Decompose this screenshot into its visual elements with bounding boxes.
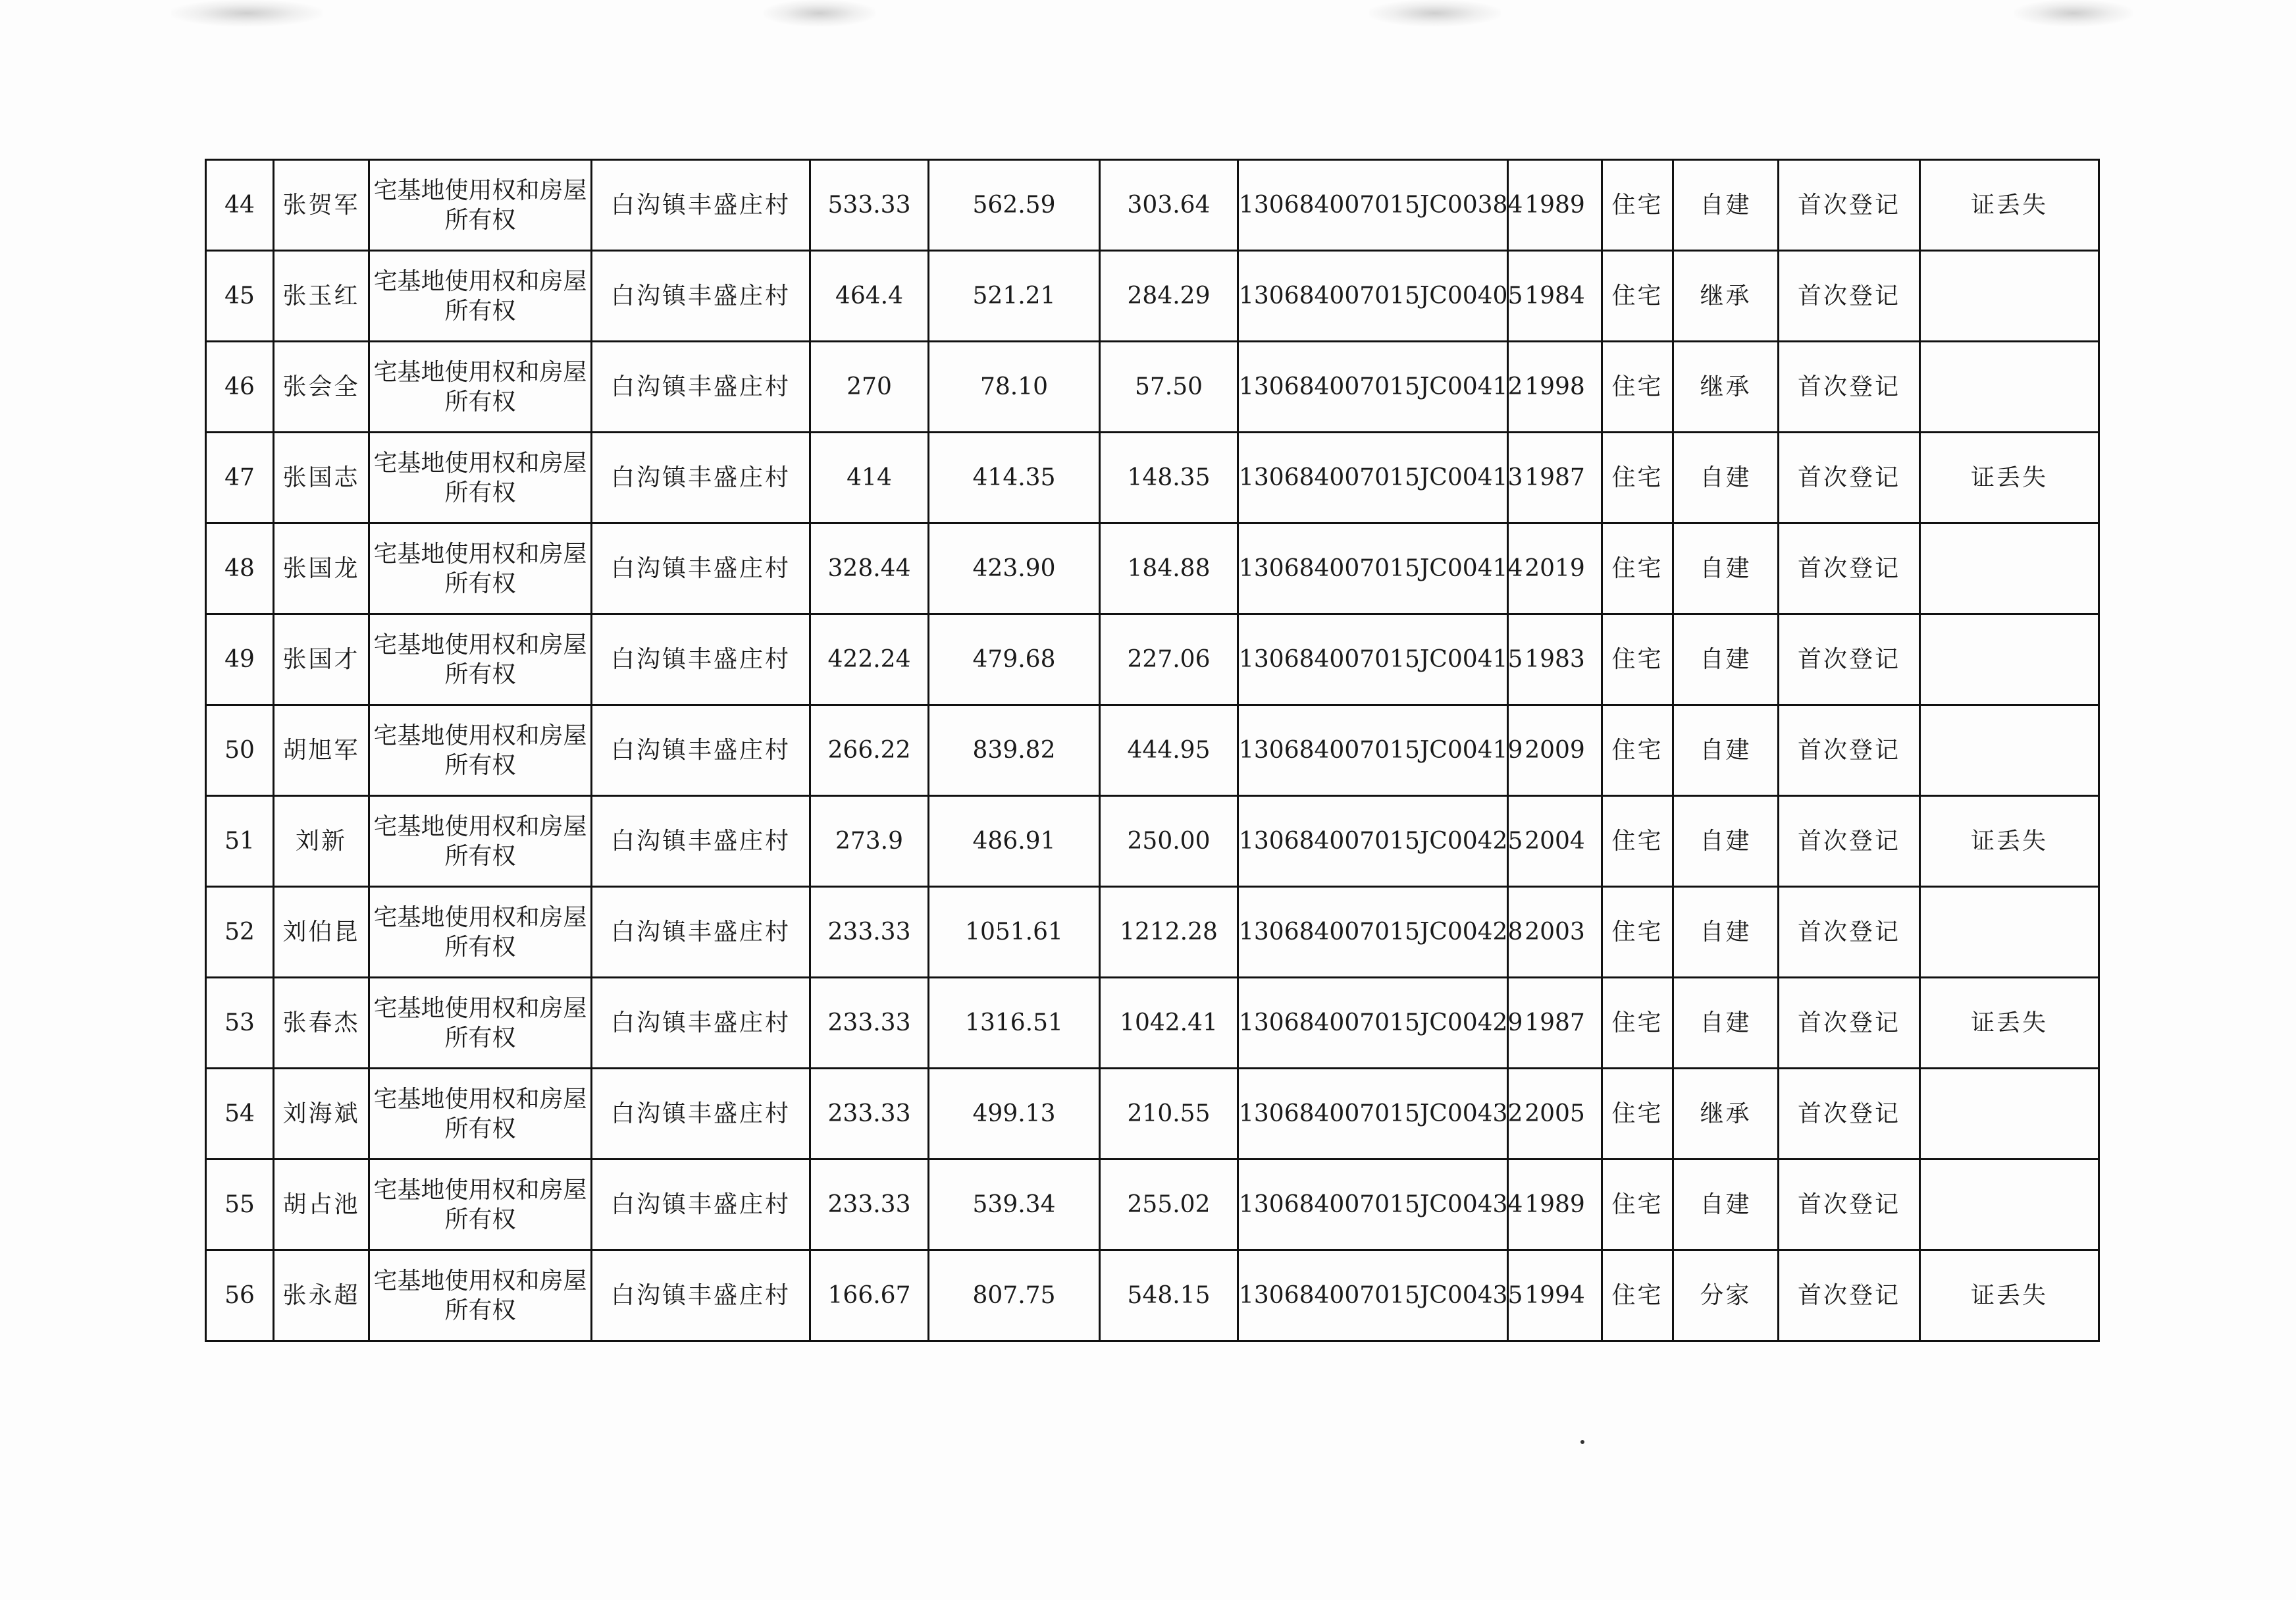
build-year-cell: 1989 [1508,160,1602,251]
row-number-cell: 52 [206,887,274,978]
acquisition-source-cell: 自建 [1673,523,1779,614]
parcel-code-cell: 130684007015JC00434 [1238,1160,1508,1250]
land-use-cell: 住宅 [1602,251,1673,342]
land-area-cell: 233.33 [810,1160,929,1250]
row-number-cell: 55 [206,1160,274,1250]
remark-cell: 证丢失 [1920,433,2099,523]
land-area-cell: 414 [810,433,929,523]
owner-name-cell: 张国志 [274,433,369,523]
build-year-cell: 1987 [1508,978,1602,1069]
build-year-cell: 1989 [1508,1160,1602,1250]
owner-name-cell: 张春杰 [274,978,369,1069]
acquisition-source-cell: 自建 [1673,1160,1779,1250]
building-area-cell: 423.90 [929,523,1100,614]
location-cell: 白沟镇丰盛庄村 [592,160,810,251]
owner-name-cell: 张国龙 [274,523,369,614]
registration-type-cell: 首次登记 [1779,1160,1920,1250]
parcel-code-cell: 130684007015JC00414 [1238,523,1508,614]
parcel-code-cell: 130684007015JC00415 [1238,614,1508,705]
parcel-code-cell: 130684007015JC00435 [1238,1250,1508,1341]
parcel-code-cell: 130684007015JC00432 [1238,1069,1508,1160]
base-area-cell: 250.00 [1100,796,1238,887]
table-body [206,160,2099,1341]
registration-type-cell: 首次登记 [1779,887,1920,978]
parcel-code-cell: 130684007015JC00429 [1238,978,1508,1069]
building-area-cell: 78.10 [929,342,1100,433]
land-use-cell: 住宅 [1602,796,1673,887]
land-use-cell: 住宅 [1602,978,1673,1069]
table-row [206,160,2099,251]
land-use-cell: 住宅 [1602,887,1673,978]
right-type-cell: 宅基地使用权和房屋所有权 [369,1250,592,1341]
build-year-cell: 1994 [1508,1250,1602,1341]
right-type-cell: 宅基地使用权和房屋所有权 [369,614,592,705]
remark-cell: 证丢失 [1920,1250,2099,1341]
owner-name-cell: 张国才 [274,614,369,705]
remark-cell [1920,523,2099,614]
right-type-cell: 宅基地使用权和房屋所有权 [369,705,592,796]
land-use-cell: 住宅 [1602,1160,1673,1250]
land-area-cell: 266.22 [810,705,929,796]
base-area-cell: 303.64 [1100,160,1238,251]
land-area-cell: 270 [810,342,929,433]
building-area-cell: 414.35 [929,433,1100,523]
building-area-cell: 479.68 [929,614,1100,705]
parcel-code-cell: 130684007015JC00405 [1238,251,1508,342]
building-area-cell: 1316.51 [929,978,1100,1069]
right-type-cell: 宅基地使用权和房屋所有权 [369,796,592,887]
table-row [206,1069,2099,1160]
land-use-cell: 住宅 [1602,1250,1673,1341]
building-area-cell: 486.91 [929,796,1100,887]
row-number-cell: 54 [206,1069,274,1160]
remark-cell [1920,1160,2099,1250]
location-cell: 白沟镇丰盛庄村 [592,523,810,614]
land-use-cell: 住宅 [1602,433,1673,523]
right-type-cell: 宅基地使用权和房屋所有权 [369,342,592,433]
table-row [206,887,2099,978]
remark-cell [1920,614,2099,705]
land-use-cell: 住宅 [1602,614,1673,705]
acquisition-source-cell: 继承 [1673,251,1779,342]
row-number-cell: 47 [206,433,274,523]
row-number-cell: 53 [206,978,274,1069]
build-year-cell: 1998 [1508,342,1602,433]
land-area-cell: 233.33 [810,978,929,1069]
right-type-cell: 宅基地使用权和房屋所有权 [369,1160,592,1250]
owner-name-cell: 胡占池 [274,1160,369,1250]
land-area-cell: 233.33 [810,887,929,978]
base-area-cell: 548.15 [1100,1250,1238,1341]
build-year-cell: 2004 [1508,796,1602,887]
acquisition-source-cell: 自建 [1673,705,1779,796]
row-number-cell: 46 [206,342,274,433]
registration-type-cell: 首次登记 [1779,523,1920,614]
right-type-cell: 宅基地使用权和房屋所有权 [369,160,592,251]
building-area-cell: 539.34 [929,1160,1100,1250]
land-area-cell: 273.9 [810,796,929,887]
base-area-cell: 1042.41 [1100,978,1238,1069]
remark-cell [1920,342,2099,433]
right-type-cell: 宅基地使用权和房屋所有权 [369,433,592,523]
parcel-code-cell: 130684007015JC00428 [1238,887,1508,978]
right-type-cell: 宅基地使用权和房屋所有权 [369,1069,592,1160]
owner-name-cell: 刘伯昆 [274,887,369,978]
location-cell: 白沟镇丰盛庄村 [592,705,810,796]
build-year-cell: 2009 [1508,705,1602,796]
building-area-cell: 521.21 [929,251,1100,342]
acquisition-source-cell: 自建 [1673,614,1779,705]
scan-artifact [2014,0,2133,26]
land-use-cell: 住宅 [1602,342,1673,433]
row-number-cell: 51 [206,796,274,887]
owner-name-cell: 张玉红 [274,251,369,342]
land-use-cell: 住宅 [1602,705,1673,796]
base-area-cell: 210.55 [1100,1069,1238,1160]
building-area-cell: 499.13 [929,1069,1100,1160]
remark-cell: 证丢失 [1920,160,2099,251]
property-registration-table [205,159,2100,1342]
land-use-cell: 住宅 [1602,1069,1673,1160]
acquisition-source-cell: 分家 [1673,1250,1779,1341]
registration-type-cell: 首次登记 [1779,978,1920,1069]
land-area-cell: 328.44 [810,523,929,614]
registration-type-cell: 首次登记 [1779,614,1920,705]
land-area-cell: 464.4 [810,251,929,342]
right-type-cell: 宅基地使用权和房屋所有权 [369,523,592,614]
registration-type-cell: 首次登记 [1779,1069,1920,1160]
location-cell: 白沟镇丰盛庄村 [592,1069,810,1160]
location-cell: 白沟镇丰盛庄村 [592,1250,810,1341]
scan-dot [1580,1440,1584,1444]
location-cell: 白沟镇丰盛庄村 [592,251,810,342]
base-area-cell: 1212.28 [1100,887,1238,978]
location-cell: 白沟镇丰盛庄村 [592,1160,810,1250]
location-cell: 白沟镇丰盛庄村 [592,978,810,1069]
base-area-cell: 284.29 [1100,251,1238,342]
parcel-code-cell: 130684007015JC00384 [1238,160,1508,251]
building-area-cell: 807.75 [929,1250,1100,1341]
registration-type-cell: 首次登记 [1779,342,1920,433]
parcel-code-cell: 130684007015JC00412 [1238,342,1508,433]
row-number-cell: 49 [206,614,274,705]
owner-name-cell: 张会全 [274,342,369,433]
land-area-cell: 533.33 [810,160,929,251]
right-type-cell: 宅基地使用权和房屋所有权 [369,978,592,1069]
table-row [206,433,2099,523]
location-cell: 白沟镇丰盛庄村 [592,342,810,433]
base-area-cell: 255.02 [1100,1160,1238,1250]
parcel-code-cell: 130684007015JC00419 [1238,705,1508,796]
remark-cell [1920,1069,2099,1160]
land-area-cell: 233.33 [810,1069,929,1160]
row-number-cell: 56 [206,1250,274,1341]
build-year-cell: 1984 [1508,251,1602,342]
base-area-cell: 227.06 [1100,614,1238,705]
owner-name-cell: 胡旭军 [274,705,369,796]
remark-cell [1920,251,2099,342]
right-type-cell: 宅基地使用权和房屋所有权 [369,887,592,978]
owner-name-cell: 刘海斌 [274,1069,369,1160]
remark-cell: 证丢失 [1920,978,2099,1069]
table-row [206,523,2099,614]
owner-name-cell: 刘新 [274,796,369,887]
scan-artifact [764,0,875,26]
acquisition-source-cell: 继承 [1673,1069,1779,1160]
acquisition-source-cell: 自建 [1673,433,1779,523]
table-row [206,796,2099,887]
scan-artifact [1369,0,1501,26]
remark-cell [1920,887,2099,978]
build-year-cell: 1987 [1508,433,1602,523]
registration-type-cell: 首次登记 [1779,705,1920,796]
row-number-cell: 50 [206,705,274,796]
base-area-cell: 184.88 [1100,523,1238,614]
land-use-cell: 住宅 [1602,160,1673,251]
acquisition-source-cell: 自建 [1673,978,1779,1069]
parcel-code-cell: 130684007015JC00413 [1238,433,1508,523]
registration-type-cell: 首次登记 [1779,796,1920,887]
table-row [206,614,2099,705]
row-number-cell: 44 [206,160,274,251]
build-year-cell: 2019 [1508,523,1602,614]
build-year-cell: 1983 [1508,614,1602,705]
land-use-cell: 住宅 [1602,523,1673,614]
table-row [206,342,2099,433]
building-area-cell: 839.82 [929,705,1100,796]
owner-name-cell: 张贺军 [274,160,369,251]
table-row [206,705,2099,796]
table-row [206,251,2099,342]
remark-cell [1920,705,2099,796]
parcel-code-cell: 130684007015JC00425 [1238,796,1508,887]
base-area-cell: 148.35 [1100,433,1238,523]
table-row [206,978,2099,1069]
building-area-cell: 1051.61 [929,887,1100,978]
acquisition-source-cell: 自建 [1673,796,1779,887]
table-row [206,1160,2099,1250]
build-year-cell: 2003 [1508,887,1602,978]
location-cell: 白沟镇丰盛庄村 [592,796,810,887]
acquisition-source-cell: 继承 [1673,342,1779,433]
location-cell: 白沟镇丰盛庄村 [592,433,810,523]
registration-type-cell: 首次登记 [1779,251,1920,342]
registration-type-cell: 首次登记 [1779,433,1920,523]
build-year-cell: 2005 [1508,1069,1602,1160]
location-cell: 白沟镇丰盛庄村 [592,614,810,705]
land-area-cell: 166.67 [810,1250,929,1341]
acquisition-source-cell: 自建 [1673,160,1779,251]
right-type-cell: 宅基地使用权和房屋所有权 [369,251,592,342]
registration-type-cell: 首次登记 [1779,160,1920,251]
scan-artifact [171,0,323,26]
building-area-cell: 562.59 [929,160,1100,251]
table-row [206,1250,2099,1341]
acquisition-source-cell: 自建 [1673,887,1779,978]
base-area-cell: 444.95 [1100,705,1238,796]
row-number-cell: 48 [206,523,274,614]
land-area-cell: 422.24 [810,614,929,705]
registration-type-cell: 首次登记 [1779,1250,1920,1341]
row-number-cell: 45 [206,251,274,342]
location-cell: 白沟镇丰盛庄村 [592,887,810,978]
base-area-cell: 57.50 [1100,342,1238,433]
owner-name-cell: 张永超 [274,1250,369,1341]
remark-cell: 证丢失 [1920,796,2099,887]
